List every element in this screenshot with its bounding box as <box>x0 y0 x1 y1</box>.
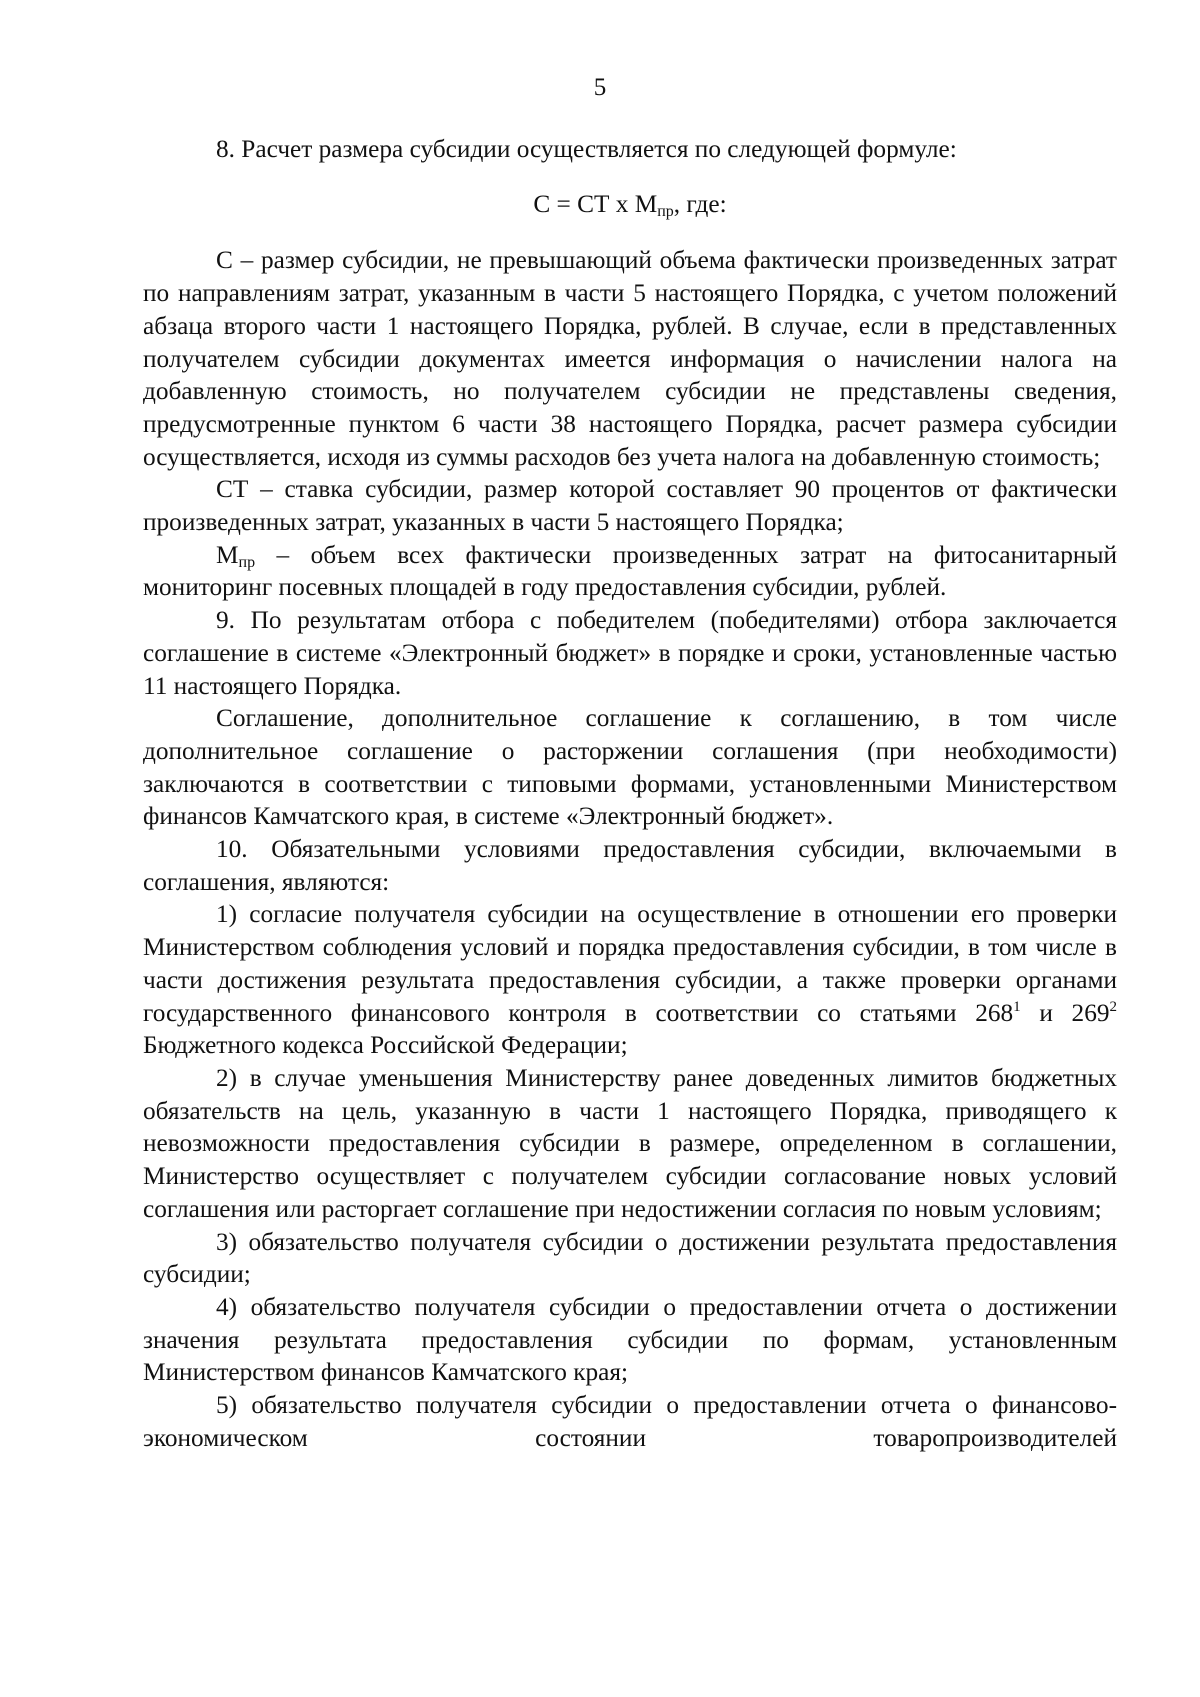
mpr-subscript: пр <box>238 553 256 571</box>
page-number: 5 <box>593 74 607 101</box>
item1-sup1: 1 <box>1013 998 1021 1015</box>
item1-part3: Бюджетного кодекса Российской Федерации; <box>143 1031 628 1060</box>
definition-c: С – размер субсидии, не превышающий объема фактически произведенных затрат по направлениям затрат, указанным в части 5 настоящего Порядка, с учетом положений абзаца второго части 1 настоящего Порядка, рублей. В случае, если в представленных получателем субсидии документах имеется информация о начислении налога на добавленную стоимость, но получателем субсидии не представлены сведения, предусмотренные пунктом 6 части 38 настоящего Порядка, расчет размера субсидии осуществляется, исходя из суммы расходов без учета налога на добавленную стоимость; <box>143 246 1117 471</box>
definition-st: СТ – ставка субсидии, размер которой составляет 90 процентов от фактически произведенных затрат, указанных в части 5 настоящего Порядка; <box>143 475 1117 537</box>
definition-mpr <box>143 539 1117 604</box>
formula-lhs: С = СТ х М <box>533 189 658 218</box>
agreement-paragraph: Соглашение, дополнительное соглашение к соглашению, в том числе дополнительное соглашение о расторжении соглашения (при необходимости) заключаются в соответствии с типовыми формами, установленными Министерством финансов Камчатского края, в системе «Электронный бюджет». <box>143 704 1117 831</box>
paragraph-8: 8. Расчет размера субсидии осуществляется по следующей формуле: <box>216 135 957 163</box>
document-body <box>143 133 1117 1454</box>
condition-item-4: 4) обязательство получателя субсидии о предоставлении отчета о достижении значения результата предоставления субсидии по формам, установленным Министерством финансов Камчатского края; <box>143 1292 1117 1387</box>
condition-item-3: 3) обязательство получателя субсидии о достижении результата предоставления субсидии; <box>143 1227 1117 1289</box>
paragraph-10: 10. Обязательными условиями предоставления субсидии, включаемыми в соглашения, являются: <box>143 835 1117 896</box>
paragraph-9: 9. По результатам отбора с победителем (победителями) отбора заключается соглашение в системе «Электронный бюджет» в порядке и сроки, установленные частью 11 настоящего Порядка. <box>143 606 1117 700</box>
item1-part1: 1) согласие получателя субсидии на осуществление в отношении его проверки Министерством соблюдения условий и порядка предоставления субсидии, в том числе в части достижения результата предоставления субсидии, а также проверки органами государственного финансового контроля в соответствии со статьями 268 <box>143 900 1117 1027</box>
item1-sup2: 2 <box>1109 998 1117 1015</box>
subsidy-formula <box>143 188 1117 221</box>
condition-item-5: 5) обязательство получателя субсидии о предоставлении отчета о финансово-экономическом состоянии товаропроизводителей <box>143 1391 1117 1452</box>
formula-rest: , где: <box>673 189 727 218</box>
formula-subscript: пр <box>657 202 674 220</box>
item1-part2: и 269 <box>1020 998 1110 1027</box>
condition-item-1 <box>143 898 1117 1062</box>
mpr-text: – объем всех фактически произведенных затрат на фитосанитарный мониторинг посевных площадей в году предоставления субсидии, рублей. <box>143 540 1117 602</box>
mpr-symbol: М <box>216 540 239 569</box>
condition-item-2: 2) в случае уменьшения Министерству ранее доведенных лимитов бюджетных обязательств на цель, указанную в части 1 настоящего Порядка, приводящего к невозможности предоставления субсидии в размере, определенном в соглашении, Министерство осуществляет с получателем субсидии согласование новых условий соглашения или расторгает соглашение при недостижении согласия по новым условиям; <box>143 1063 1117 1223</box>
